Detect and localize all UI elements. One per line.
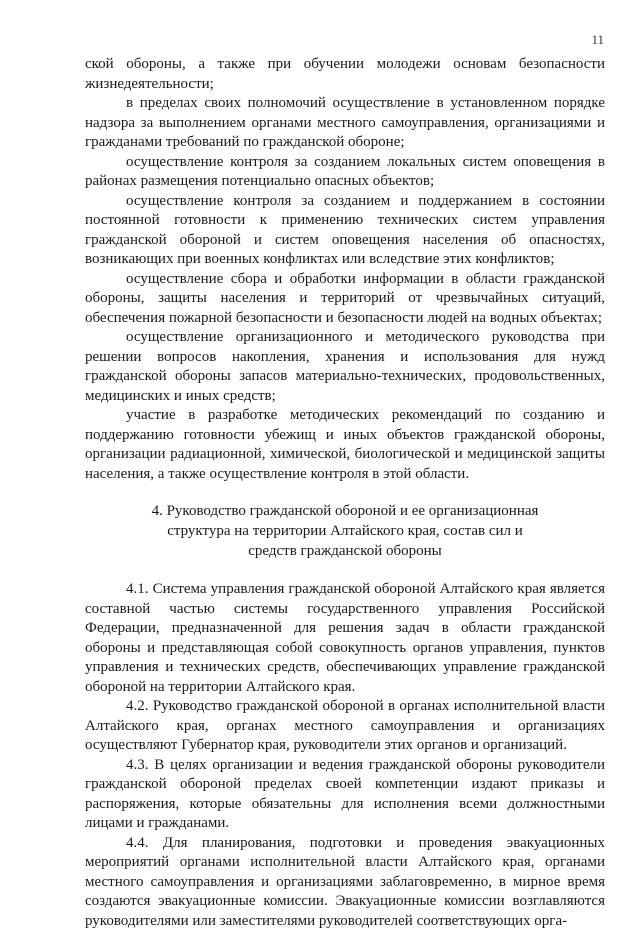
paragraph: осуществление организационного и методического руководства при решении вопросов накопления, хранения и использования для нужд гражданской обороны запасов материально-технических, продовольственных, медицинских и иных средств; <box>85 328 605 406</box>
section-heading <box>85 501 605 561</box>
paragraph: ской обороны, а также при обучении молодежи основам безопасности жизнедеятельности; <box>85 55 605 94</box>
section-heading-line: средств гражданской обороны <box>85 541 605 561</box>
paragraph: 4.3. В целях организации и ведения гражданской обороны руководители гражданской обороной пределах своей компетенции издают приказы и распоряжения, которые обязательны для исполнения всеми должностными лицами и гражданами. <box>85 756 605 834</box>
section-heading-line: структура на территории Алтайского края, состав сил и <box>85 521 605 541</box>
page-number: 11 <box>591 32 604 48</box>
section-heading-line: 4. Руководство гражданской обороной и ее организационная <box>85 501 605 521</box>
paragraph: 4.4. Для планирования, подготовки и проведения эвакуационных мероприятий органами исполнительной власти Алтайского края, органами местного самоуправления и организациями заблаговременно, в мирное время создаются эвакуационные комиссии. Эвакуационные комиссии возглавляются руководителями или заместителями руководителей соответствующих орга- <box>85 834 605 931</box>
paragraph: осуществление контроля за созданием локальных систем оповещения в районах размещения потенциально опасных объектов; <box>85 153 605 192</box>
paragraph: осуществление сбора и обработки информации в области гражданской обороны, защиты населения и территорий от чрезвычайных ситуаций, обеспечения пожарной безопасности и безопасности людей на водных объектах; <box>85 270 605 329</box>
paragraph: 4.1. Система управления гражданской обороной Алтайского края является составной частью системы государственного управления Российской Федерации, предназначенной для решения задач в области гражданской обороны и представляющая собой совокупность органов управления, пунктов управления и технических средств, обеспечивающих управление гражданской обороной на территории Алтайского края. <box>85 580 605 697</box>
paragraph: участие в разработке методических рекомендаций по созданию и поддержанию готовности убежищ и иных объектов гражданской обороны, организации радиационной, химической, биологической и медицинской защиты населения, а также осуществление контроля в этой области. <box>85 406 605 484</box>
document-body <box>85 55 605 931</box>
paragraph: осуществление контроля за созданием и поддержанием в состоянии постоянной готовности к применению технических систем управления гражданской обороной и систем оповещения населения об опасностях, возникающих при военных конфликтах или вследствие этих конфликтов; <box>85 192 605 270</box>
paragraph: в пределах своих полномочий осуществление в установленном порядке надзора за выполнением органами местного самоуправления, организациями и гражданами требований по гражданской обороне; <box>85 94 605 153</box>
paragraph: 4.2. Руководство гражданской обороной в органах исполнительной власти Алтайского края, органах местного самоуправления и организациях осуществляют Губернатор края, руководители этих органов и организаций. <box>85 697 605 756</box>
